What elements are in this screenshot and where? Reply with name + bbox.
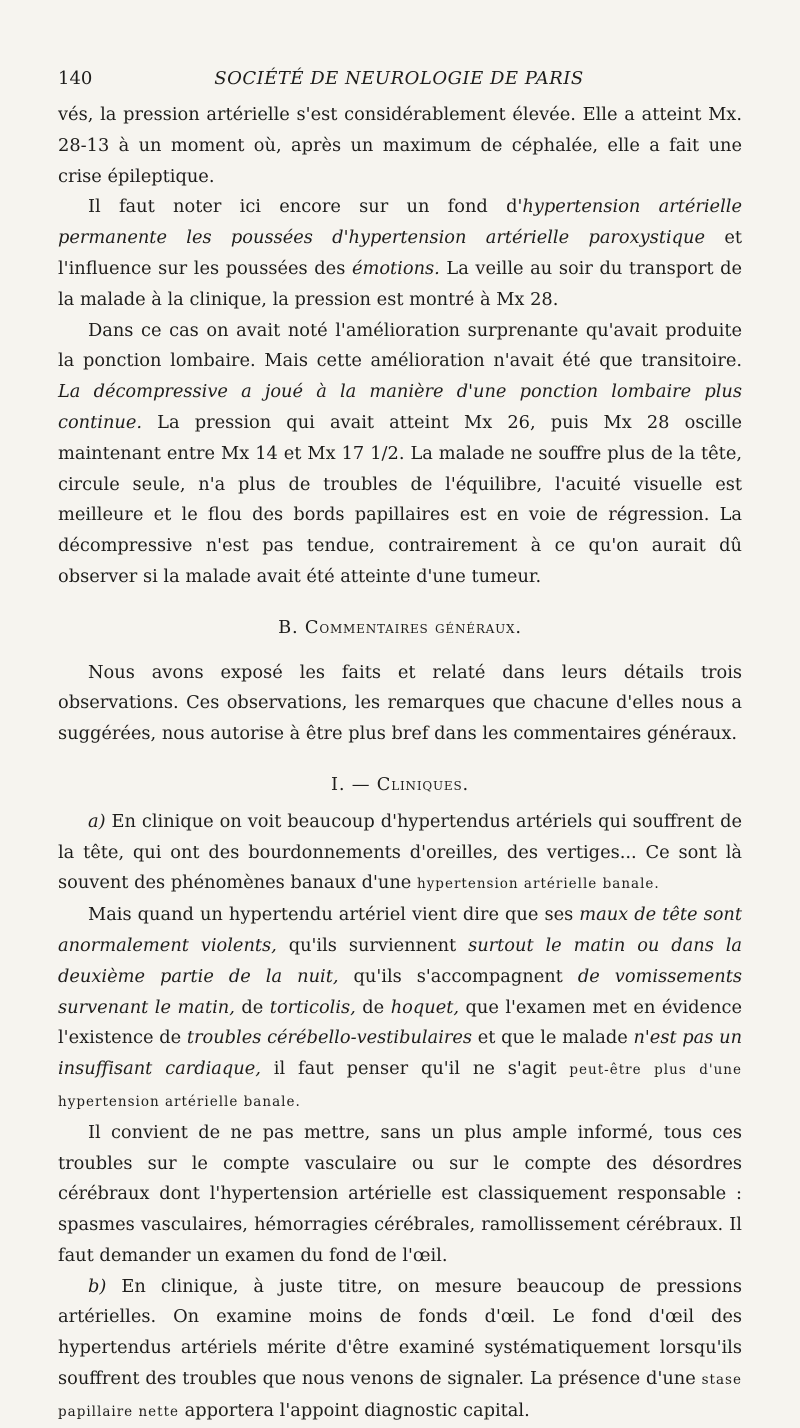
page-header bbox=[58, 68, 740, 96]
paragraph-b: b) En clinique, à juste titre, on mesure beaucoup de pressions artérielles. On examine moins de fonds d'œil. Le fond d'œil des hypertendus artériels mérite d'être examiné systématiquement lorsqu'ils souffrent des troubles que nous venons de signaler. La présence d'une stase papillaire nette apportera l'appoint diagnostic capital. bbox=[58, 1275, 742, 1421]
paragraph-hypertension: Il faut noter ici encore sur un fond d'hypertension artérielle permanente les poussées d'hypertension artérielle paroxystique et l'influence sur les poussées des émotions. La veille au soir du transport de la malade à la clinique, la pression est montré à Mx 28. bbox=[58, 196, 742, 310]
paragraph-ponction: Dans ce cas on avait noté l'amélioration surprenante qu'avait produite la ponction lombaire. Mais cette amélioration n'avait été que transitoire. La décompressive a joué à la manière d'une ponction lombaire plus continue. La pression qui avait atteint Mx 26, puis Mx 28 oscille maintenant entre Mx 14 et Mx 17 1/2. La malade ne souffre plus de la tête, circule seule, n'a plus de troubles de l'équilibre, l'acuité visuelle est meilleure et le flou des bords papillaires est en voie de régression. La décompressive n'est pas tendue, contrairement à ce qu'on aurait dû observer si la malade avait été atteinte d'une tumeur. bbox=[58, 319, 742, 587]
paragraph-maux-de-tete: Mais quand un hypertendu artériel vient dire que ses maux de tête sont anormalement violents, qu'ils surviennent surtout le matin ou dans la deuxième partie de la nuit, qu'ils s'accompagnent de vomissements survenant le matin, de torticolis, de hoquet, que l'examen met en évidence l'existence de troubles cérébello-vestibulaires et que le malade n'est pas un insuffisant cardiaque, il faut penser qu'il ne s'agit peut-être plus d'une hypertension artérielle banale. bbox=[58, 904, 743, 1110]
page-body bbox=[58, 100, 742, 1428]
section-heading-b: B. Commentaires généraux. bbox=[278, 616, 522, 638]
running-title: SOCIÉTÉ DE NEUROLOGIE DE PARIS bbox=[214, 68, 584, 89]
paragraph-a: a) En clinique on voit beaucoup d'hypertendus artériels qui souffrent de la tête, qui ont des bourdonnements d'oreilles, des vertiges... Ce sont là souvent des phénomènes banaux d'une hypertension artérielle banale. bbox=[58, 810, 742, 894]
section-heading-i: I. — Cliniques. bbox=[331, 773, 469, 795]
paragraph-continued: vés, la pression artérielle s'est considérablement élevée. Elle a atteint Mx. 28-13 à un moment où, après un maximum de céphalée, elle a fait une crise épileptique. bbox=[58, 104, 742, 187]
paragraph-convient: Il convient de ne pas mettre, sans un plus ample informé, tous ces troubles sur le compte vasculaire ou sur le compte des désordres cérébraux dont l'hypertension artérielle est classiquement responsable : spasmes vasculaires, hémorragies cérébrales, ramollissement cérébraux. Il faut demander un examen du fond de l'œil. bbox=[58, 1121, 742, 1266]
page-number: 140 bbox=[58, 68, 93, 89]
paragraph-intro: Nous avons exposé les faits et relaté dans leurs détails trois observations. Ces observations, les remarques que chacune d'elles nous a suggérées, nous autorise à être plus bref dans les commentaires généraux. bbox=[58, 661, 742, 745]
